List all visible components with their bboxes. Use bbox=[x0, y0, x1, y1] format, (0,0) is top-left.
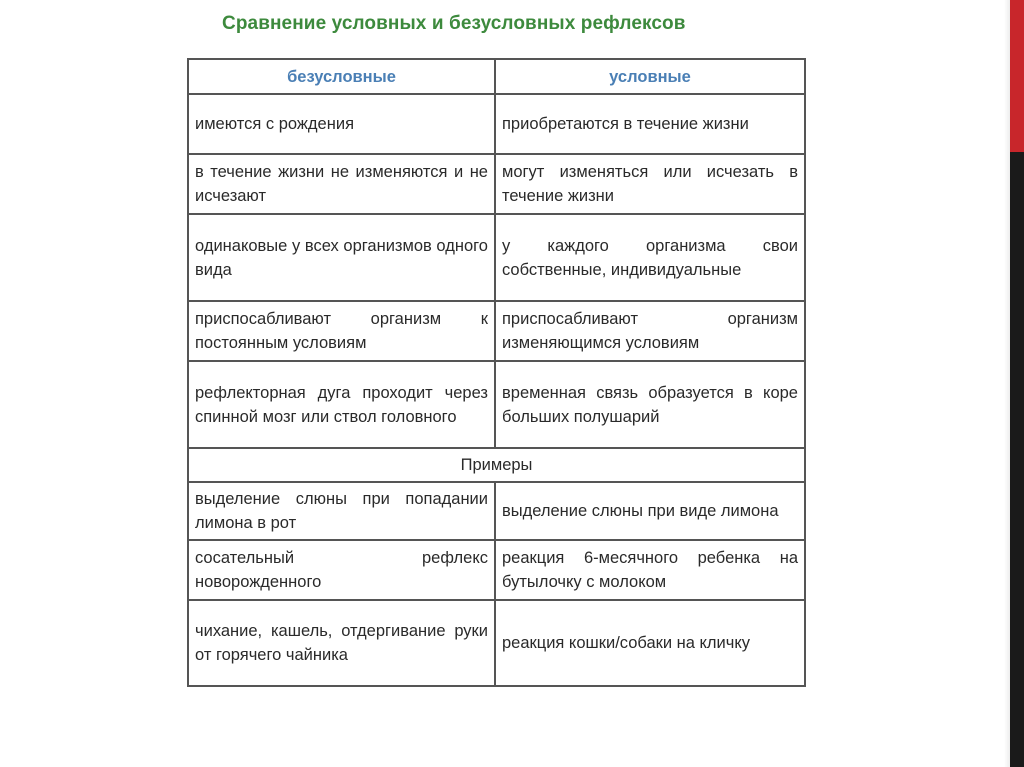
header-unconditioned: безусловные bbox=[188, 59, 495, 94]
example-unconditioned: выделение слюны при попадании лимона в рот bbox=[188, 482, 495, 540]
table-row bbox=[188, 361, 805, 448]
cell-unconditioned: одинаковые у всех организмов одного вида bbox=[188, 214, 495, 301]
comparison-table bbox=[187, 58, 806, 687]
cell-unconditioned: имеются с рождения bbox=[188, 94, 495, 154]
table-row bbox=[188, 214, 805, 301]
example-conditioned: реакция кошки/собаки на кличку bbox=[495, 600, 805, 686]
cell-unconditioned: рефлекторная дуга проходит через спинной мозг или ствол головного bbox=[188, 361, 495, 448]
example-conditioned: реакция 6-месячного ребенка на бутылочку с молоком bbox=[495, 540, 805, 600]
cell-conditioned: приобретаются в течение жизни bbox=[495, 94, 805, 154]
example-unconditioned: чихание, кашель, отдергивание руки от горячего чайника bbox=[188, 600, 495, 686]
cell-conditioned: могут изменяться или исчезать в течение жизни bbox=[495, 154, 805, 214]
cell-conditioned: приспосабливают организм изменяющимся условиям bbox=[495, 301, 805, 361]
table-row bbox=[188, 94, 805, 154]
example-unconditioned: сосательный рефлекс новорожденного bbox=[188, 540, 495, 600]
slide-title: Сравнение условных и безусловных рефлексов bbox=[222, 13, 686, 34]
header-conditioned: условные bbox=[495, 59, 805, 94]
example-conditioned: выделение слюны при виде лимона bbox=[495, 482, 805, 540]
examples-header-row bbox=[188, 448, 805, 482]
accent-bar-red bbox=[1010, 0, 1024, 152]
table-row bbox=[188, 301, 805, 361]
examples-label: Примеры bbox=[188, 448, 805, 482]
table-row bbox=[188, 540, 805, 600]
table-row bbox=[188, 600, 805, 686]
cell-unconditioned: в течение жизни не изменяются и не исчезают bbox=[188, 154, 495, 214]
table-row bbox=[188, 482, 805, 540]
table-header-row bbox=[188, 59, 805, 94]
table-row bbox=[188, 154, 805, 214]
cell-conditioned: временная связь образуется в коре больших полушарий bbox=[495, 361, 805, 448]
cell-unconditioned: приспосабливают организм к постоянным условиям bbox=[188, 301, 495, 361]
cell-conditioned: у каждого организма свои собственные, индивидуальные bbox=[495, 214, 805, 301]
accent-bar-black bbox=[1010, 152, 1024, 767]
